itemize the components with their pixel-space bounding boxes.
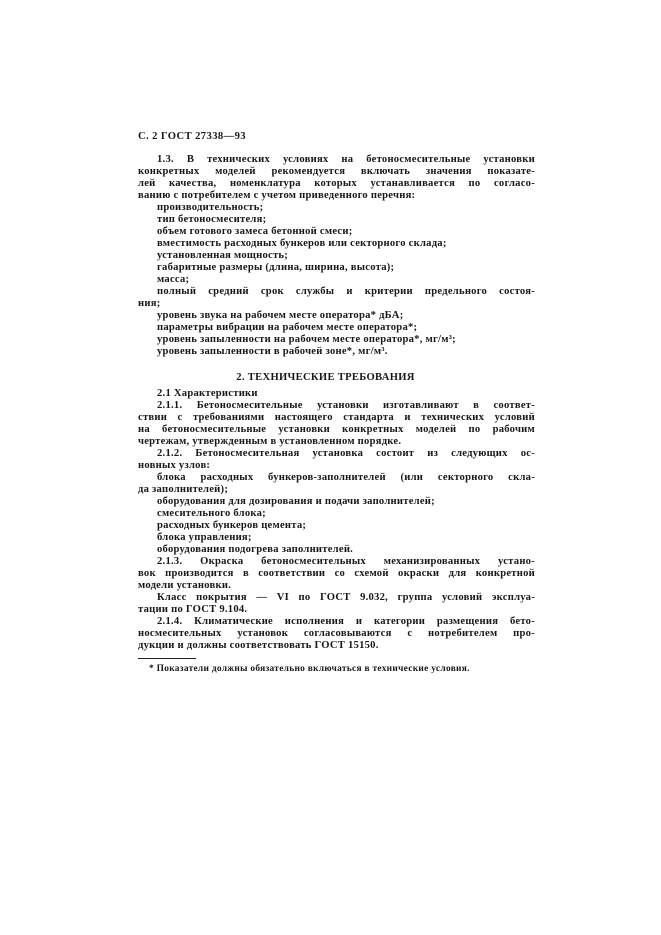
text-line: конкретных моделей рекомендуется включать значения показате-	[138, 166, 535, 177]
text-line: Класс покрытия — VI по ГОСТ 9.032, группа условий эксплуа-	[157, 592, 535, 603]
text-line: 2.1.1. Бетоносмесительные установки изготавливают в соответ-	[157, 400, 535, 411]
text-line: полный средний срок службы и критерии предельного состоя-	[157, 286, 535, 297]
text-line: тип бетоносмесителя;	[157, 214, 267, 225]
text-line: чертежам, утвержденным в установленном порядке.	[138, 436, 402, 447]
text-line: лей качества, номенклатура которых устанавливается по согласо-	[138, 178, 535, 189]
text-block	[138, 131, 535, 675]
text-line: уровень звука на рабочем месте оператора* дБА;	[157, 310, 404, 321]
text-line: 2.1.3. Окраска бетоносмесительных механизированных устано-	[157, 556, 535, 567]
text-line: установленная мощность;	[157, 250, 289, 261]
text-line: новных узлов:	[138, 460, 211, 471]
text-line: вместимость расходных бункеров или секторного склада;	[157, 238, 447, 249]
text-line: масса;	[157, 274, 190, 285]
body-text-section-1	[138, 154, 535, 358]
text-line: блока управления;	[157, 532, 252, 543]
footnote-text: * Показатели должны обязательно включаться в технические условия.	[149, 664, 470, 674]
text-line: дукции и должны соответствовать ГОСТ 15150.	[138, 640, 379, 651]
text-line: 1.3. В технических условиях на бетоносмесительные установки	[157, 154, 535, 165]
text-line: 2.1 Характеристики	[157, 388, 258, 399]
text-line: 2.1.4. Климатические исполнения и категории размещения бето-	[157, 616, 535, 627]
body-text-section-2	[138, 388, 535, 652]
text-line: да заполнителей);	[138, 484, 229, 495]
text-line: блока расходных бункеров-заполнителей (или секторного скла-	[157, 472, 535, 483]
text-line: параметры вибрации на рабочем месте оператора*;	[157, 322, 418, 333]
text-line: производительность;	[157, 202, 264, 213]
text-line: уровень запыленности в рабочей зоне*, мг/м³.	[157, 346, 388, 357]
text-line: габаритные размеры (длина, ширина, высота);	[157, 262, 395, 273]
text-line: расходных бункеров цемента;	[157, 520, 307, 531]
text-line: уровень запыленности на рабочем месте оператора*, мг/м³;	[157, 334, 456, 345]
text-line: на бетоносмесительные установки конкретных моделей по рабочим	[138, 424, 535, 435]
text-line: 2.1.2. Бетоносмесительная установка состоит из следующих ос-	[157, 448, 535, 459]
text-line: носмесительных установок согласовываются с нотребителем про-	[138, 628, 535, 639]
text-line: оборудования для дозирования и подачи заполнителей;	[157, 496, 435, 507]
text-line: ния;	[138, 298, 161, 309]
text-line: тации по ГОСТ 9.104.	[138, 604, 248, 615]
text-line: смесительного блока;	[157, 508, 266, 519]
text-line: ствии с требованиями настоящего стандарта и технических условий	[138, 412, 535, 423]
footnote-divider	[138, 658, 196, 659]
page-header: С. 2 ГОСТ 27338—93	[138, 131, 246, 142]
text-line: оборудования подогрева заполнителей.	[157, 544, 354, 555]
section-heading: 2. ТЕХНИЧЕСКИЕ ТРЕБОВАНИЯ	[236, 372, 415, 383]
text-line: модели установки.	[138, 580, 232, 591]
text-line: вок производится в соответствии со схемой окраски для конкретной	[138, 568, 535, 579]
text-line: объем готового замеса бетонной смеси;	[157, 226, 353, 237]
text-line: ванию с потребителем с учетом приведенного перечня:	[138, 190, 416, 201]
